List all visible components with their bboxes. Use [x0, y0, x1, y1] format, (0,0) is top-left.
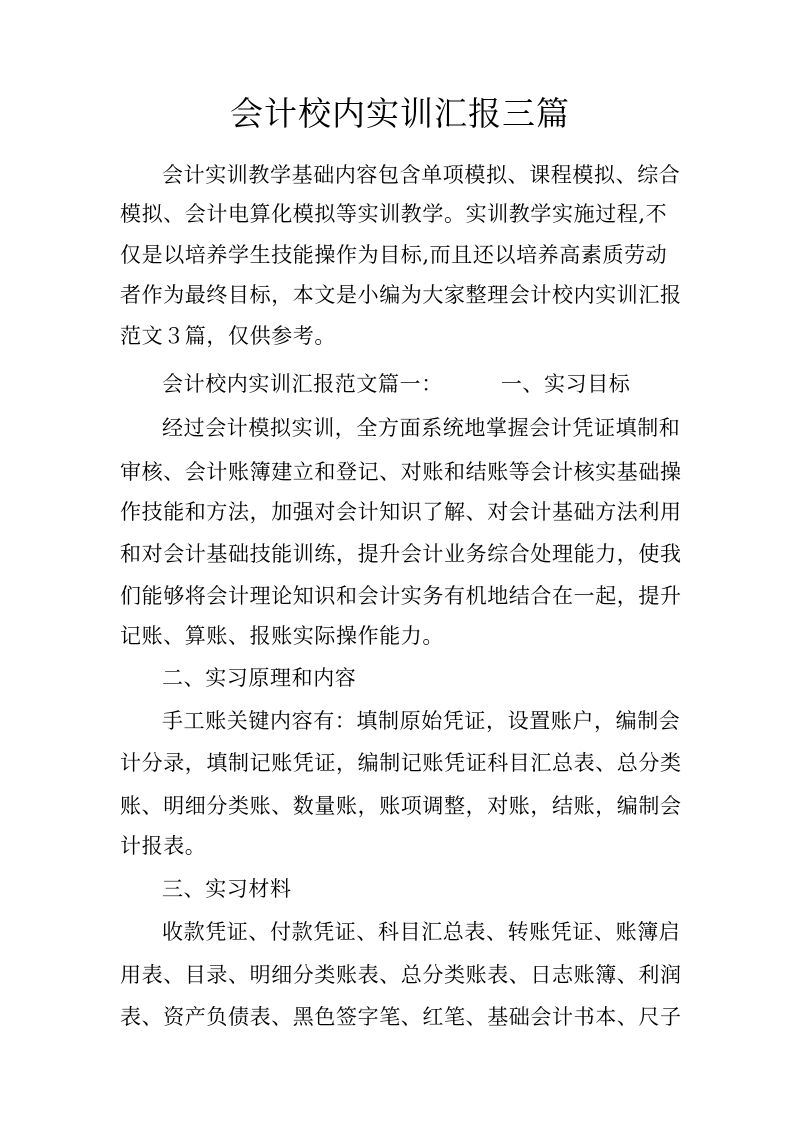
section2-line-3: 账、明细分类账、数量账，账项调整，对账，结账，编制会 — [120, 794, 682, 818]
section1-line-1: 经过会计模拟实训，全方面系统地掌握会计凭证填制和 — [162, 416, 681, 440]
section1-line-4: 和对会计基础技能训练，提升会计业务综合处理能力，使我 — [120, 542, 682, 566]
intro-line-4: 者作为最终目标，本文是小编为大家整理会计校内实训汇报 — [120, 283, 682, 307]
section1-heading: 一、实习目标 — [500, 372, 631, 396]
intro-line-5: 范文３篇，仅供参考。 — [120, 324, 336, 348]
section2-line-2: 计分录，填制记账凭证，编制记账凭证科目汇总表、总分类 — [120, 751, 682, 775]
section2-line-4: 计报表。 — [120, 834, 207, 858]
section3-line-1: 收款凭证、付款凭证、科目汇总表、转账凭证、账簿启 — [162, 920, 681, 944]
section2-line-1: 手工账关键内容有：填制原始凭证，设置账户，编制会 — [162, 709, 681, 733]
section3-line-3: 表、资产负债表、黑色签字笔、红笔、基础会计书本、尺子 — [120, 1005, 682, 1029]
intro-line-2: 模拟、会计电算化模拟等实训教学。实训教学实施过程,不 — [120, 202, 668, 226]
section1-line-2: 审核、会计账簿建立和登记、对账和结账等会计核实基础操 — [120, 460, 682, 484]
section3-heading: 三、实习材料 — [162, 877, 292, 901]
section2-heading: 二、实习原理和内容 — [162, 666, 357, 690]
article-heading-line — [162, 369, 685, 399]
intro-line-3: 仅是以培养学生技能操作为目标,而且还以培养高素质劳动 — [120, 243, 668, 267]
section1-line-6: 记账、算账、报账实际操作能力。 — [120, 624, 444, 648]
section1-line-3: 作技能和方法，加强对会计知识了解、对会计基础方法利用 — [120, 500, 682, 524]
section3-line-2: 用表、目录、明细分类账表、总分类账表、日志账簿、利润 — [120, 963, 682, 987]
article-heading: 会计校内实训汇报范文篇一： — [162, 372, 443, 396]
intro-line-1: 会计实训教学基础内容包含单项模拟、课程模拟、综合 — [162, 163, 681, 187]
document-title: 会计校内实训汇报三篇 — [230, 94, 570, 133]
section1-line-5: 们能够将会计理论知识和会计实务有机地结合在一起，提升 — [120, 584, 682, 608]
